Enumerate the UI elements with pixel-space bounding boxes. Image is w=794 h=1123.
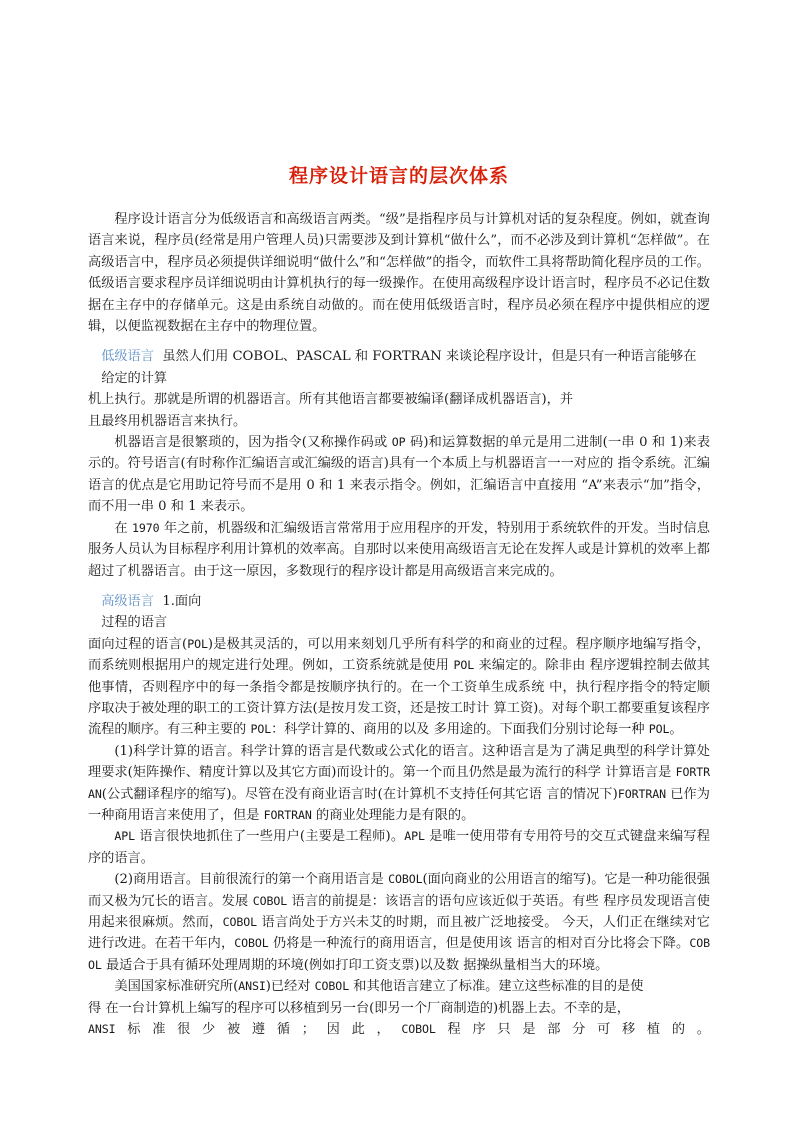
lastline-token: 是 — [522, 1022, 536, 1038]
lastline-token: 循 — [276, 1022, 290, 1038]
section-low-line3: 机上执行。那就是所谓的机器语言。所有其他语言都要被编译(翻译成机器语言)，并 — [88, 392, 574, 408]
document-body — [88, 209, 710, 1040]
lastline-token: 程 — [447, 1022, 461, 1038]
section-heading-high: 高级语言 — [101, 593, 154, 609]
lastline-token: 准 — [152, 1022, 166, 1038]
section-high-heading-line — [88, 591, 710, 612]
page-title: 程序设计语言的层次体系 — [288, 165, 509, 187]
lastline-token: 分 — [572, 1022, 586, 1038]
lastline-token: 可 — [597, 1022, 611, 1038]
section-low-line2: 给定的计算 — [101, 370, 168, 386]
lastline-token: 的 — [671, 1022, 686, 1038]
lastline-token: 被 — [226, 1022, 241, 1038]
lastline-token: 植 — [646, 1022, 661, 1038]
lastline-token: 少 — [202, 1022, 216, 1038]
section-high-para2: (1)科学计算的语言。科学计算的语言是代数或公式化的语言。这种语言是为了满足典型的科学计算处理要求(矩阵操作、精度计算以及其它方面)而设计的。第一个而且仍然是最为流行的科学 计算语言是 FORTRAN(公式翻译程序的缩写)。尽管在没有商业语言时(在计算机不支持任何其它语 言的情况下)FORTRAN 已作为一种商用语言来使用了，但是 FORTRAN 的商业处理能力是有限的。 — [88, 743, 710, 823]
lastline-token: 。 — [696, 1022, 710, 1038]
paragraph-intro: 程序设计语言分为低级语言和高级语言两类。“级”是指程序员与计算机对话的复杂程度。例如，就查询语言来说，程序员(经常是用户管理人员)只需要涉及到计算机“做什么”，而不必涉及到计算机“怎样做”。在高级语言中，程序员必须提供详细说明“做什么”和“怎样做”的指令，而软件工具将帮助简化程序员的工作。低级语言要求程序员详细说明由计算机执行的每一级操作。在使用高级程序设计语言时，程序员不必记住数据在主存中的存储单元。这是由系统自动做的。而在使用低级语言时，程序员必须在程序中提供相应的逻辑，以便监视数据在主存中的物理位置。 — [88, 212, 710, 335]
section-heading-low: 低级语言 — [101, 349, 154, 365]
lastline-token: 遵 — [251, 1022, 266, 1038]
section-high-para1: 面向过程的语言(POL)是极其灵活的，可以用来刻划几乎所有科学的和商业的过程。程序顺序地编写指令，而系统则根据用户的规定进行处理。例如，工资系统就是使用 POL 来编定的。除非由 程序逻辑控制去做其他事情，否则程序中的每一条指令都是按顺序执行的。在一个工资单生成系统 中，执行程序指令的特定顺序取决于被处理的职工的工资计算方法(是按月发工资，还是按工时计 算工资)。对每个职工都要重复该程序流程的顺序。有三种主要的 POL：科学计算的、商用的以及 多用途的。下面我们分别讨论每一种 POL。 — [88, 636, 710, 738]
section-low-lead-text: 虽然人们用 COBOL、PASCAL 和 FORTRAN 来谈论程序设计，但是只有一种语言能够在 — [162, 349, 697, 365]
lastline-token: 此 — [351, 1022, 365, 1038]
section-low-lead — [88, 346, 710, 367]
spacer — [88, 337, 710, 346]
section-high-para5-line3 — [88, 1019, 710, 1040]
lastline-token: ANSI — [88, 1022, 116, 1037]
section-high-para4: (2)商用语言。目前很流行的第一个商用语言是 COBOL(面向商业的公用语言的缩写)。它是一种功能很强而又极为冗长的语言。发展 COBOL 语言的前提是：该语言的语句应该近似于英语。有些 程序员发现语言使用起来很麻烦。然而，COBOL 语言尚处于方兴未艾的时期，而且被广泛地接受。 今天，人们正在继续对它进行改进。在若干年内，COBOL 仍将是一种流行的商用语言，但是使用该 语言的相对百分比将会下降。COBOL 最适合于具有循环处理周期的环境(例如打印工资支票)以及数 据操纵量相当大的环境。 — [88, 872, 710, 973]
spacer — [88, 582, 710, 591]
section-high-para5-line1: 美国国家标准研究所(ANSI)已经对 COBOL 和其他语言建立了标准。建立这些标准的目的是使 — [114, 979, 644, 995]
lastline-token: 部 — [547, 1022, 561, 1038]
section-low-para3: 在 1970 年之前，机器级和汇编级语言常常用于应用程序的开发，特别用于系统软件的开发。当时信息服务人员认为目标程序利用计算机的效率高。自那时以来使用高级语言无论在发挥人或是计算机的效率上都超过了机器语言。由于这一原因，多数现行的程序设计都是用高级语言来完成的。 — [88, 520, 710, 579]
lastline-token: ， — [376, 1022, 390, 1038]
lastline-token: 标 — [127, 1022, 141, 1038]
lastline-token: COBOL — [401, 1022, 436, 1037]
section-high-para3: APL 语言很快地抓住了一些用户(主要是工程师)。APL 是唯一使用带有专用符号的交互式键盘来编写程序的语言。 — [88, 829, 710, 866]
lastline-token: ； — [301, 1022, 315, 1038]
section-low-line4: 且最终用机器语言来执行。 — [88, 413, 247, 429]
section-low-para2: 机器语言是很繁琐的，因为指令(又称操作码或 OP 码)和运算数据的单元是用二进制(一串 0 和 1)来表示的。符号语言(有时称作汇编语言或汇编级的语言)具有一个本质上与机器语言一一对应的 指令系统。汇编语言的优点是它用助记符号而不是用 0 和 1 来表示指令。例如，汇编语言中直接用 “A”来表示“加”指令，而不用一串 0 和 1 来表示。 — [88, 435, 711, 515]
lastline-token: 只 — [497, 1022, 511, 1038]
section-high-para5-line2: 得 在一台计算机上编写的程序可以移植到另一台(即另一个厂商制造的)机器上去。不幸的是， — [88, 1000, 630, 1016]
lastline-token: 移 — [622, 1022, 636, 1038]
lastline-token: 序 — [472, 1022, 486, 1038]
section-high-line2: 过程的语言 — [101, 615, 168, 631]
lastline-token: 因 — [326, 1022, 340, 1038]
section-high-heading-suffix: 1.面向 — [162, 593, 202, 609]
lastline-token: 很 — [177, 1022, 191, 1038]
